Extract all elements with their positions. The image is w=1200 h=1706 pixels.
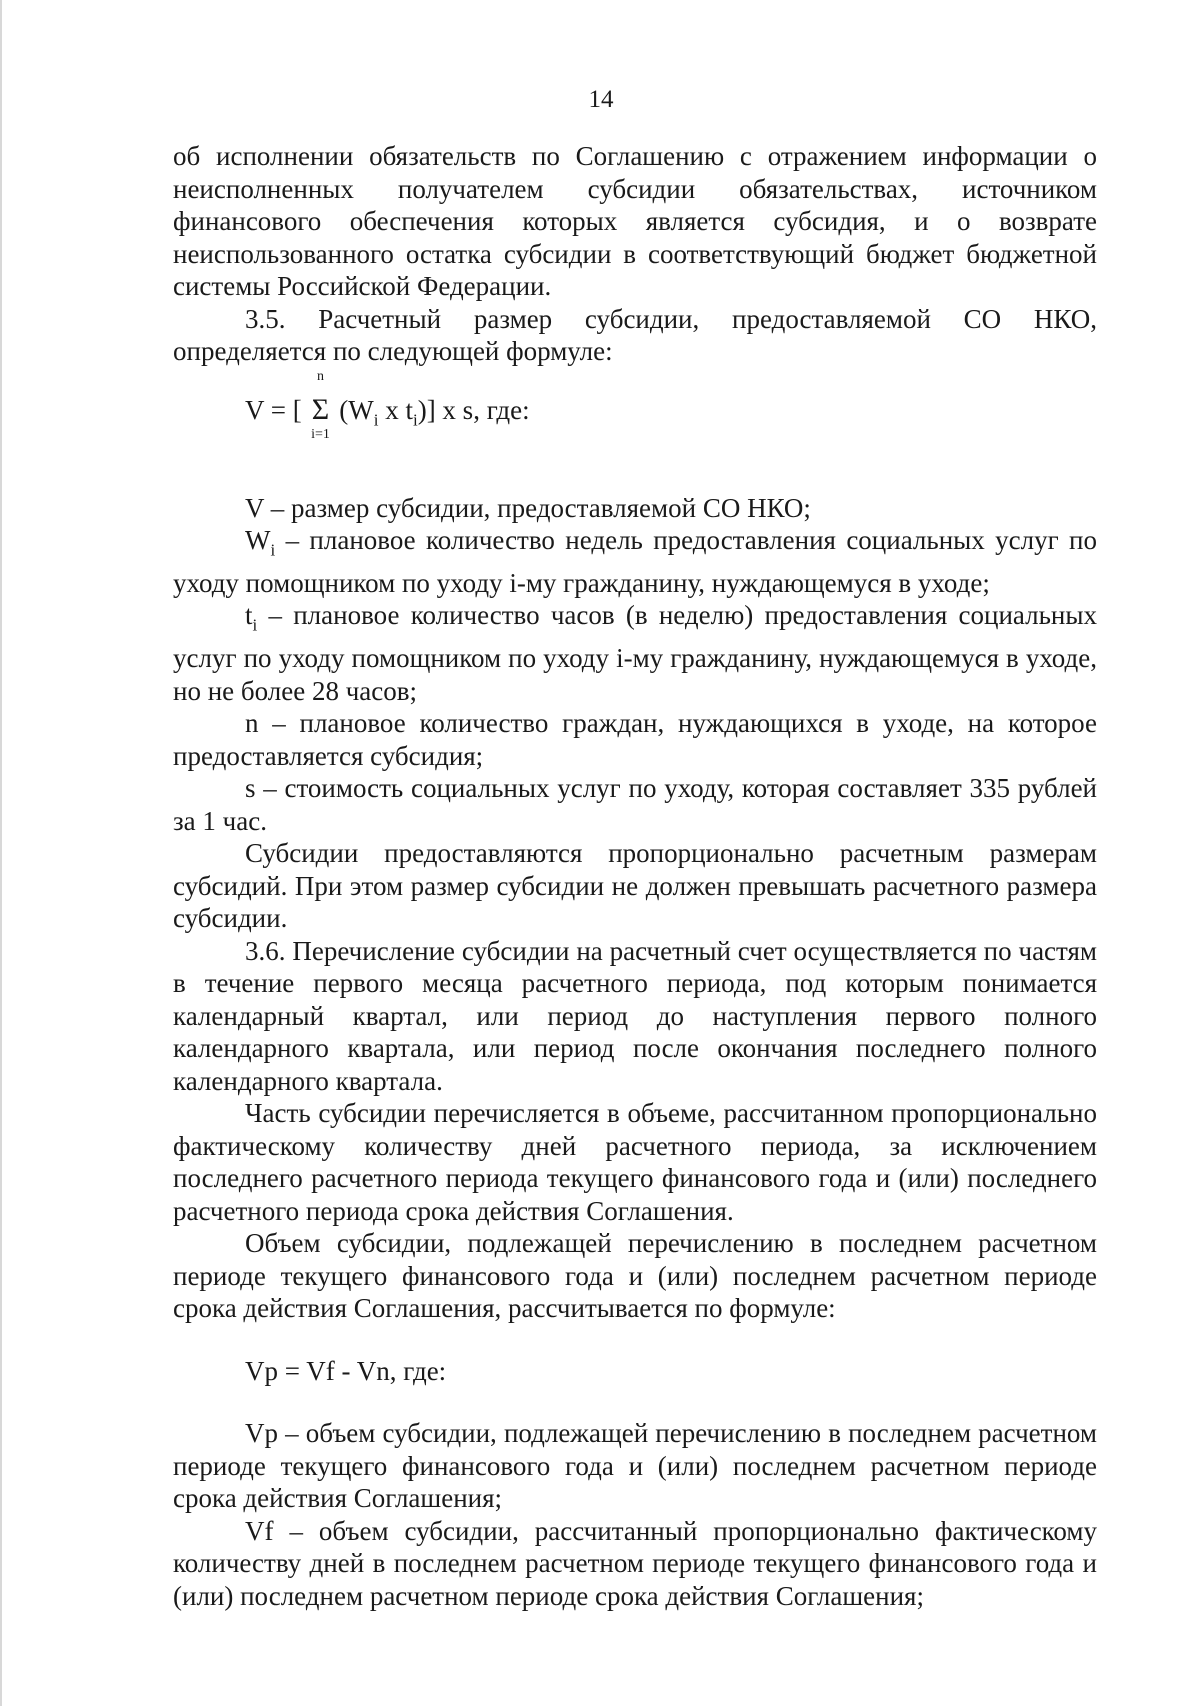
formula-lhs: V = [ (245, 394, 302, 425)
definition-w-text: – плановое количество недель предоставления социальных услуг по уходу помощником по уходу i-му гражданину, нуждающемуся в уходе; (173, 525, 1097, 598)
definition-t-text: – плановое количество часов (в неделю) предоставления социальных услуг по уходу помощником по уходу i-му гражданину, нуждающемуся в уходе, но не более 28 часов; (173, 600, 1097, 706)
formula-term-open: (W (339, 394, 374, 425)
formula-t-subscript: i (412, 409, 418, 429)
paragraph-part: Часть субсидии перечисляется в объеме, рассчитанном пропорционально фактическому количеству дней расчетного периода, за исключением последнего расчетного периода текущего финансового года и (или) последнего расчетного периода срока действия Соглашения. (173, 1098, 1097, 1226)
formula-w-subscript: i (373, 409, 379, 429)
definition-w (173, 524, 1097, 599)
definition-vf: Vf – объем субсидии, рассчитанный пропорционально фактическому количеству дней в последнем расчетном периоде текущего финансового года и (или) последнем расчетном периоде срока действия Соглашения; (173, 1515, 1097, 1611)
formula-term-close: )] x s, где: (417, 394, 530, 425)
formula-times: x t (378, 394, 413, 425)
definition-v: V – размер субсидии, предоставляемой СО НКО; (245, 492, 811, 523)
definition-n: n – плановое количество граждан, нуждающихся в уходе, на которое предоставляется субсидия; (173, 708, 1097, 771)
definition-t-subscript: i (252, 615, 258, 635)
paragraph-3-5: 3.5. Расчетный размер субсидии, предоставляемой СО НКО, определяется по следующей формуле: (173, 303, 1097, 366)
sum-operator (308, 368, 332, 442)
definition-w-symbol: W (245, 525, 271, 555)
definition-t (173, 599, 1097, 707)
paragraph-intro: об исполнении обязательств по Соглашению с отражением информации о неисполненных получателем субсидии обязательствах, источником финансового обеспечения которых является субсидия, и о возврате неиспользованного остатка субсидии в соответствующий бюджет бюджетной системы Российской Федерации. (173, 141, 1097, 301)
sum-lower-limit: i=1 (311, 427, 330, 442)
document-body (173, 140, 1097, 1612)
paragraph-3-6: 3.6. Перечисление субсидии на расчетный счет осуществляется по частям в течение первого месяца расчетного периода, под которым понимается календарный квартал, или период до наступления первого полного календарного квартала, или период после окончания последнего полного календарного квартала. (173, 935, 1097, 1096)
definition-t-symbol: t (245, 600, 253, 631)
sigma-symbol: Σ (311, 392, 330, 426)
formula-subsidy-size (173, 368, 1097, 474)
paragraph-volume: Объем субсидии, подлежащей перечислению в последнем расчетном периоде текущего финансового года и (или) последнем расчетном периоде срока действия Соглашения, рассчитывается по формуле: (173, 1228, 1097, 1324)
formula-vp: Vp = Vf - Vn, где: (245, 1355, 447, 1386)
paragraph-subsidies: Субсидии предоставляются пропорционально расчетным размерам субсидий. При этом размер субсидии не должен превышать расчетного размера субсидии. (173, 838, 1097, 934)
definition-w-subscript: i (270, 540, 276, 560)
page-number: 14 (588, 86, 614, 113)
sum-upper-limit: n (316, 368, 324, 384)
definition-vp: Vp – объем субсидии, подлежащей перечислению в последнем расчетном периоде текущего финансового года и (или) последнем расчетном периоде срока действия Соглашения; (173, 1418, 1097, 1514)
definition-s: s – стоимость социальных услуг по уходу, которая составляет 335 рублей за 1 час. (173, 773, 1097, 836)
